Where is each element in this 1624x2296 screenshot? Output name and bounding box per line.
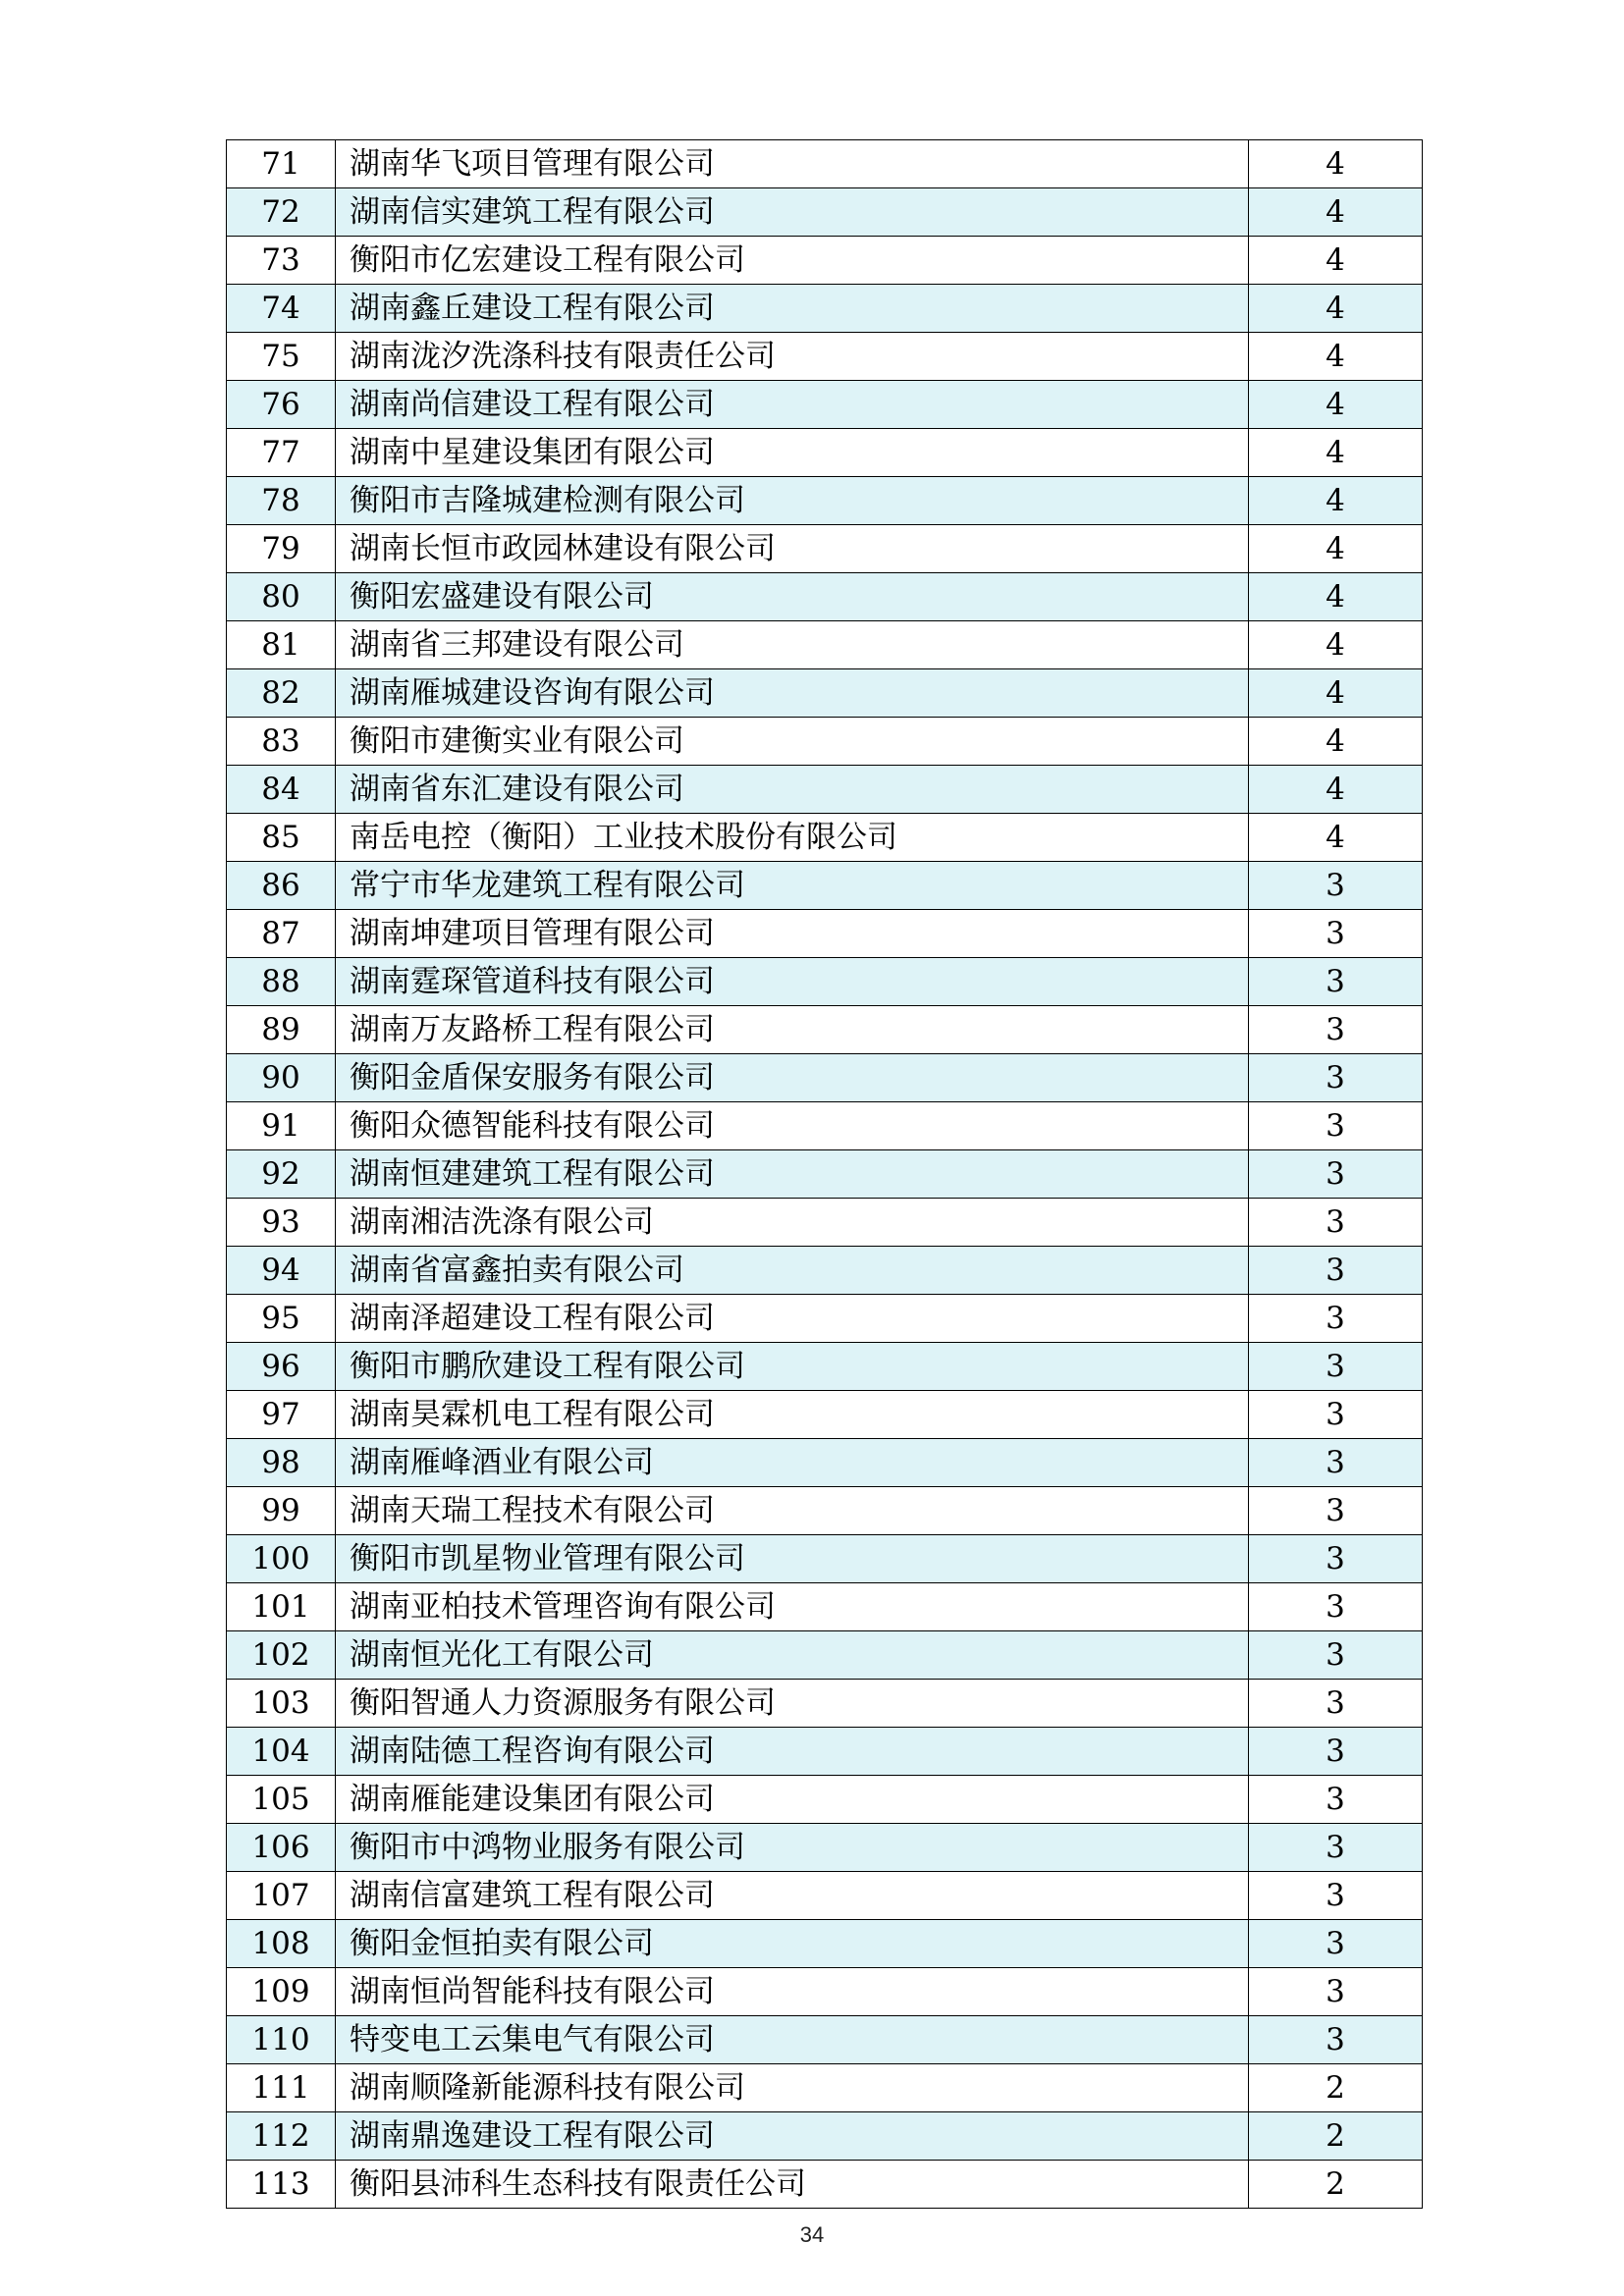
score-cell: 3 [1249, 1968, 1423, 2016]
company-name-cell: 湖南泷汐洗涤科技有限责任公司 [336, 333, 1249, 381]
table-row [227, 1728, 1423, 1776]
score-cell: 4 [1249, 140, 1423, 188]
table-row [227, 477, 1423, 525]
company-name-cell: 湖南恒建建筑工程有限公司 [336, 1150, 1249, 1199]
company-name-cell: 湖南昊霖机电工程有限公司 [336, 1391, 1249, 1439]
score-cell: 4 [1249, 814, 1423, 862]
row-number-cell: 97 [227, 1391, 336, 1439]
row-number-cell: 77 [227, 429, 336, 477]
score-cell: 4 [1249, 525, 1423, 573]
ranking-table-body [227, 140, 1423, 2209]
score-cell: 3 [1249, 1872, 1423, 1920]
score-cell: 3 [1249, 1631, 1423, 1680]
table-row [227, 910, 1423, 958]
company-name-cell: 湖南泽超建设工程有限公司 [336, 1295, 1249, 1343]
table-row [227, 1920, 1423, 1968]
score-cell: 3 [1249, 1391, 1423, 1439]
table-row [227, 1824, 1423, 1872]
row-number-cell: 105 [227, 1776, 336, 1824]
company-name-cell: 湖南雁峰酒业有限公司 [336, 1439, 1249, 1487]
row-number-cell: 83 [227, 718, 336, 766]
table-row [227, 1487, 1423, 1535]
company-name-cell: 湖南霆琛管道科技有限公司 [336, 958, 1249, 1006]
score-cell: 3 [1249, 1054, 1423, 1102]
row-number-cell: 96 [227, 1343, 336, 1391]
table-row [227, 1631, 1423, 1680]
row-number-cell: 73 [227, 237, 336, 285]
company-name-cell: 衡阳宏盛建设有限公司 [336, 573, 1249, 621]
row-number-cell: 90 [227, 1054, 336, 1102]
score-cell: 3 [1249, 1343, 1423, 1391]
table-row [227, 958, 1423, 1006]
score-cell: 2 [1249, 2112, 1423, 2161]
company-name-cell: 湖南顺隆新能源科技有限公司 [336, 2064, 1249, 2112]
score-cell: 4 [1249, 669, 1423, 718]
company-name-cell: 湖南陆德工程咨询有限公司 [336, 1728, 1249, 1776]
row-number-cell: 99 [227, 1487, 336, 1535]
score-cell: 3 [1249, 1006, 1423, 1054]
score-cell: 4 [1249, 237, 1423, 285]
row-number-cell: 81 [227, 621, 336, 669]
table-row [227, 669, 1423, 718]
row-number-cell: 108 [227, 1920, 336, 1968]
score-cell: 2 [1249, 2161, 1423, 2209]
score-cell: 3 [1249, 1487, 1423, 1535]
company-name-cell: 湖南万友路桥工程有限公司 [336, 1006, 1249, 1054]
score-cell: 3 [1249, 1920, 1423, 1968]
score-cell: 4 [1249, 766, 1423, 814]
score-cell: 4 [1249, 285, 1423, 333]
row-number-cell: 72 [227, 188, 336, 237]
row-number-cell: 78 [227, 477, 336, 525]
score-cell: 4 [1249, 621, 1423, 669]
table-row [227, 862, 1423, 910]
table-row [227, 1680, 1423, 1728]
row-number-cell: 84 [227, 766, 336, 814]
score-cell: 4 [1249, 573, 1423, 621]
company-name-cell: 衡阳智通人力资源服务有限公司 [336, 1680, 1249, 1728]
score-cell: 4 [1249, 333, 1423, 381]
score-cell: 4 [1249, 381, 1423, 429]
company-name-cell: 湖南恒尚智能科技有限公司 [336, 1968, 1249, 2016]
company-name-cell: 湖南雁城建设咨询有限公司 [336, 669, 1249, 718]
table-row [227, 1535, 1423, 1583]
table-row [227, 188, 1423, 237]
row-number-cell: 103 [227, 1680, 336, 1728]
row-number-cell: 104 [227, 1728, 336, 1776]
table-row [227, 285, 1423, 333]
score-cell: 3 [1249, 1776, 1423, 1824]
company-name-cell: 湖南坤建项目管理有限公司 [336, 910, 1249, 958]
score-cell: 3 [1249, 1728, 1423, 1776]
score-cell: 3 [1249, 1102, 1423, 1150]
score-cell: 3 [1249, 1680, 1423, 1728]
row-number-cell: 110 [227, 2016, 336, 2064]
company-name-cell: 湖南信富建筑工程有限公司 [336, 1872, 1249, 1920]
company-name-cell: 湖南亚柏技术管理咨询有限公司 [336, 1583, 1249, 1631]
company-name-cell: 衡阳市亿宏建设工程有限公司 [336, 237, 1249, 285]
row-number-cell: 85 [227, 814, 336, 862]
table-row [227, 2064, 1423, 2112]
row-number-cell: 86 [227, 862, 336, 910]
table-row [227, 237, 1423, 285]
table-row [227, 1776, 1423, 1824]
page-number: 34 [799, 2222, 825, 2247]
company-name-cell: 衡阳市中鸿物业服务有限公司 [336, 1824, 1249, 1872]
company-name-cell: 湖南长恒市政园林建设有限公司 [336, 525, 1249, 573]
table-row [227, 1006, 1423, 1054]
score-cell: 3 [1249, 1439, 1423, 1487]
score-cell: 4 [1249, 429, 1423, 477]
score-cell: 3 [1249, 1150, 1423, 1199]
row-number-cell: 88 [227, 958, 336, 1006]
table-row [227, 381, 1423, 429]
table-row [227, 2161, 1423, 2209]
score-cell: 4 [1249, 477, 1423, 525]
company-name-cell: 湖南恒光化工有限公司 [336, 1631, 1249, 1680]
score-cell: 3 [1249, 1295, 1423, 1343]
row-number-cell: 92 [227, 1150, 336, 1199]
company-name-cell: 湖南天瑞工程技术有限公司 [336, 1487, 1249, 1535]
score-cell: 3 [1249, 1247, 1423, 1295]
table-row [227, 766, 1423, 814]
company-name-cell: 衡阳市鹏欣建设工程有限公司 [336, 1343, 1249, 1391]
table-row [227, 1150, 1423, 1199]
score-cell: 2 [1249, 2064, 1423, 2112]
row-number-cell: 80 [227, 573, 336, 621]
score-cell: 3 [1249, 2016, 1423, 2064]
table-row [227, 1439, 1423, 1487]
table-row [227, 1583, 1423, 1631]
company-name-cell: 特变电工云集电气有限公司 [336, 2016, 1249, 2064]
company-name-cell: 湖南省富鑫拍卖有限公司 [336, 1247, 1249, 1295]
table-row [227, 718, 1423, 766]
row-number-cell: 94 [227, 1247, 336, 1295]
company-name-cell: 湖南省东汇建设有限公司 [336, 766, 1249, 814]
row-number-cell: 113 [227, 2161, 336, 2209]
row-number-cell: 75 [227, 333, 336, 381]
table-row [227, 1247, 1423, 1295]
company-name-cell: 衡阳县沛科生态科技有限责任公司 [336, 2161, 1249, 2209]
table-row [227, 1054, 1423, 1102]
score-cell: 3 [1249, 1824, 1423, 1872]
company-name-cell: 衡阳市建衡实业有限公司 [336, 718, 1249, 766]
row-number-cell: 71 [227, 140, 336, 188]
row-number-cell: 74 [227, 285, 336, 333]
row-number-cell: 100 [227, 1535, 336, 1583]
table-row [227, 140, 1423, 188]
company-name-cell: 湖南省三邦建设有限公司 [336, 621, 1249, 669]
score-cell: 4 [1249, 188, 1423, 237]
table-row [227, 2016, 1423, 2064]
row-number-cell: 101 [227, 1583, 336, 1631]
company-name-cell: 衡阳市凯星物业管理有限公司 [336, 1535, 1249, 1583]
table-row [227, 1343, 1423, 1391]
row-number-cell: 95 [227, 1295, 336, 1343]
row-number-cell: 79 [227, 525, 336, 573]
table-row [227, 621, 1423, 669]
company-name-cell: 湖南雁能建设集团有限公司 [336, 1776, 1249, 1824]
row-number-cell: 82 [227, 669, 336, 718]
company-name-cell: 衡阳金恒拍卖有限公司 [336, 1920, 1249, 1968]
table-row [227, 1872, 1423, 1920]
score-cell: 4 [1249, 718, 1423, 766]
table-row [227, 525, 1423, 573]
company-name-cell: 湖南鑫丘建设工程有限公司 [336, 285, 1249, 333]
table-row [227, 333, 1423, 381]
company-name-cell: 衡阳众德智能科技有限公司 [336, 1102, 1249, 1150]
table-row [227, 1102, 1423, 1150]
row-number-cell: 87 [227, 910, 336, 958]
row-number-cell: 102 [227, 1631, 336, 1680]
company-name-cell: 湖南尚信建设工程有限公司 [336, 381, 1249, 429]
table-row [227, 2112, 1423, 2161]
company-name-cell: 衡阳金盾保安服务有限公司 [336, 1054, 1249, 1102]
company-name-cell: 湖南华飞项目管理有限公司 [336, 140, 1249, 188]
row-number-cell: 112 [227, 2112, 336, 2161]
row-number-cell: 106 [227, 1824, 336, 1872]
row-number-cell: 93 [227, 1199, 336, 1247]
score-cell: 3 [1249, 862, 1423, 910]
ranking-table [226, 139, 1423, 2209]
company-name-cell: 衡阳市吉隆城建检测有限公司 [336, 477, 1249, 525]
company-name-cell: 湖南湘洁洗涤有限公司 [336, 1199, 1249, 1247]
score-cell: 3 [1249, 1199, 1423, 1247]
score-cell: 3 [1249, 1583, 1423, 1631]
score-cell: 3 [1249, 910, 1423, 958]
row-number-cell: 107 [227, 1872, 336, 1920]
table-row [227, 1295, 1423, 1343]
company-name-cell: 湖南中星建设集团有限公司 [336, 429, 1249, 477]
company-name-cell: 湖南鼎逸建设工程有限公司 [336, 2112, 1249, 2161]
score-cell: 3 [1249, 1535, 1423, 1583]
row-number-cell: 111 [227, 2064, 336, 2112]
table-row [227, 1391, 1423, 1439]
table-row [227, 814, 1423, 862]
row-number-cell: 91 [227, 1102, 336, 1150]
table-row [227, 429, 1423, 477]
company-name-cell: 湖南信实建筑工程有限公司 [336, 188, 1249, 237]
score-cell: 3 [1249, 958, 1423, 1006]
row-number-cell: 109 [227, 1968, 336, 2016]
row-number-cell: 76 [227, 381, 336, 429]
table-row [227, 1968, 1423, 2016]
company-name-cell: 常宁市华龙建筑工程有限公司 [336, 862, 1249, 910]
company-name-cell: 南岳电控（衡阳）工业技术股份有限公司 [336, 814, 1249, 862]
row-number-cell: 98 [227, 1439, 336, 1487]
table-row [227, 1199, 1423, 1247]
row-number-cell: 89 [227, 1006, 336, 1054]
table-row [227, 573, 1423, 621]
